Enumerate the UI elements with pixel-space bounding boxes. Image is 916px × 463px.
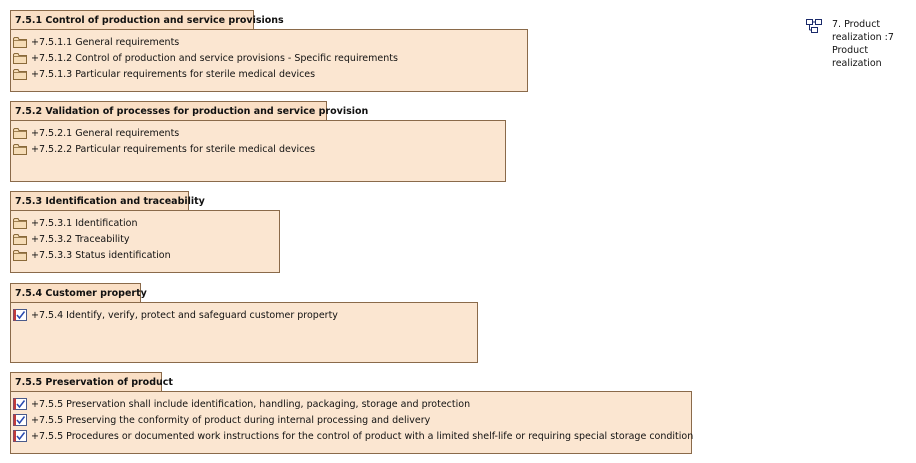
requirement-icon — [13, 414, 27, 426]
list-item[interactable] — [13, 428, 694, 444]
requirement-icon — [13, 309, 27, 321]
item-label: +7.5.3.1 Identification — [31, 217, 138, 229]
package-title[interactable]: 7.5.3 Identification and traceability — [10, 191, 189, 210]
package-7-5-3[interactable] — [10, 191, 280, 273]
list-item[interactable] — [13, 396, 691, 412]
folder-icon — [13, 249, 27, 261]
package-link-element[interactable] — [806, 18, 912, 70]
package-body — [10, 210, 280, 273]
list-item[interactable] — [13, 247, 279, 263]
package-body — [10, 120, 506, 182]
package-7-5-2[interactable] — [10, 101, 506, 182]
folder-icon — [13, 127, 27, 139]
folder-icon — [13, 143, 27, 155]
folder-icon — [13, 52, 27, 64]
folder-icon — [13, 36, 27, 48]
package-7-5-5[interactable] — [10, 372, 692, 454]
package-body — [10, 391, 692, 454]
item-label: +7.5.1.1 General requirements — [31, 36, 180, 48]
package-body — [10, 302, 478, 363]
package-link-icon — [806, 18, 822, 32]
item-label: +7.5.5 Preserving the conformity of product during internal processing and delivery — [31, 414, 431, 426]
list-item[interactable] — [13, 66, 527, 82]
folder-icon — [13, 68, 27, 80]
package-link-label: 7. Product realization :7 Product realization — [832, 19, 894, 69]
list-item[interactable] — [13, 50, 527, 66]
package-body — [10, 29, 528, 92]
item-label: +7.5.3.2 Traceability — [31, 233, 130, 245]
item-label: +7.5.3.3 Status identification — [31, 249, 171, 261]
package-7-5-4[interactable] — [10, 283, 478, 363]
package-title[interactable]: 7.5.5 Preservation of product — [10, 372, 162, 391]
list-item[interactable] — [13, 231, 279, 247]
item-label: +7.5.5 Procedures or documented work instructions for the control of product with a limited shelf-life or requiring special storage condition — [31, 430, 694, 442]
list-item[interactable] — [13, 215, 279, 231]
folder-icon — [13, 233, 27, 245]
list-item[interactable] — [13, 307, 477, 323]
list-item[interactable] — [13, 34, 527, 50]
item-label: +7.5.5 Preservation shall include identification, handling, packaging, storage and protection — [31, 398, 471, 410]
list-item[interactable] — [13, 412, 691, 428]
item-label: +7.5.1.3 Particular requirements for sterile medical devices — [31, 68, 316, 80]
package-title[interactable]: 7.5.1 Control of production and service provisions — [10, 10, 254, 29]
item-label: +7.5.1.2 Control of production and service provisions - Specific requirements — [31, 52, 398, 64]
list-item[interactable] — [13, 141, 505, 157]
item-label: +7.5.4 Identify, verify, protect and safeguard customer property — [31, 309, 338, 321]
list-item[interactable] — [13, 125, 505, 141]
folder-icon — [13, 217, 27, 229]
requirement-icon — [13, 430, 27, 442]
requirement-icon — [13, 398, 27, 410]
package-title[interactable]: 7.5.4 Customer property — [10, 283, 141, 302]
item-label: +7.5.2.2 Particular requirements for sterile medical devices — [31, 143, 316, 155]
package-7-5-1[interactable] — [10, 10, 528, 92]
package-title[interactable]: 7.5.2 Validation of processes for production and service provision — [10, 101, 327, 120]
item-label: +7.5.2.1 General requirements — [31, 127, 180, 139]
